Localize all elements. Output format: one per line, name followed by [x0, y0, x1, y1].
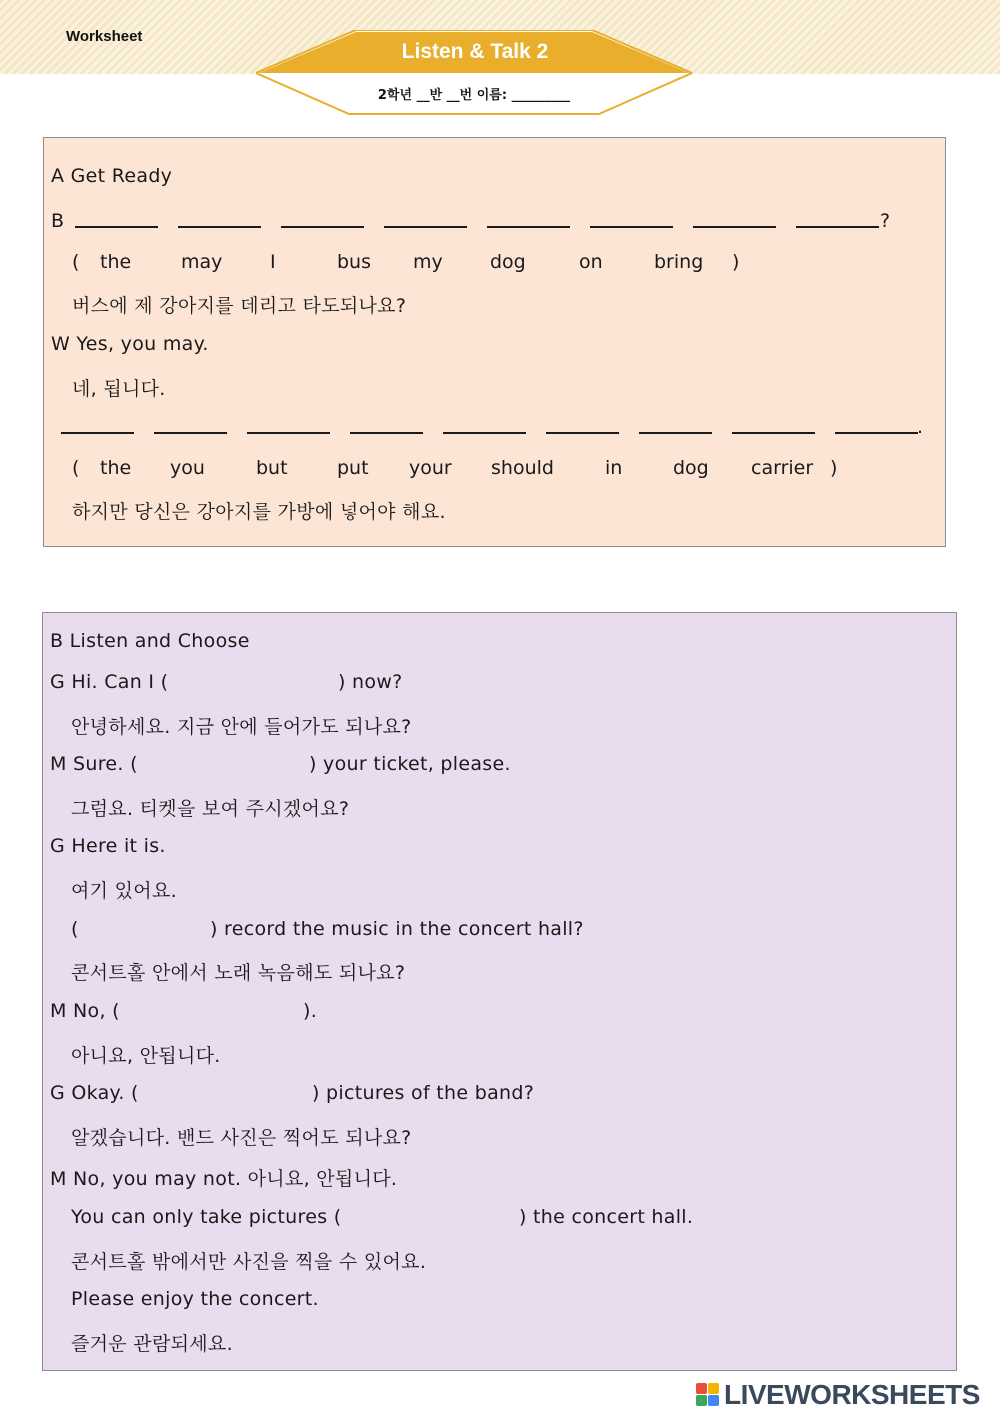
answer-blank[interactable]	[487, 210, 570, 228]
answer-blank[interactable]	[281, 210, 364, 228]
word-chip: dog	[673, 457, 709, 479]
answer-blank[interactable]	[154, 416, 227, 434]
word-chip: your	[409, 457, 452, 479]
answer-blank[interactable]	[835, 416, 918, 434]
dialog-line-4-end: ) record the music in the concert hall?	[210, 918, 584, 940]
section-b-box	[42, 612, 957, 1371]
answer-blank[interactable]	[590, 210, 673, 228]
word-chip: the	[100, 251, 132, 273]
answer-blank[interactable]	[693, 210, 776, 228]
paren-open: (	[72, 457, 80, 479]
paren-close: )	[830, 457, 838, 479]
answer-blank[interactable]	[443, 416, 526, 434]
word-chip: put	[337, 457, 369, 479]
student-info-line: 2학년 __반 __번 이름: _________	[377, 88, 571, 103]
word-chip: you	[170, 457, 205, 479]
word-chip: dog	[490, 251, 526, 273]
korean-line-9: 즐거운 관람되세요.	[71, 1333, 233, 1355]
paren-open: (	[72, 251, 80, 273]
korean-line-4: 콘서트홀 안에서 노래 녹음해도 되나요?	[71, 962, 406, 984]
word-chip: bus	[337, 251, 372, 273]
doc-type-label: Worksheet	[66, 28, 143, 45]
q1-korean: 버스에 제 강아지를 데리고 타도되나요?	[72, 295, 407, 317]
korean-line-1: 안녕하세요. 지금 안에 들어가도 되나요?	[71, 716, 412, 738]
dialog-line-8-end: ) the concert hall.	[519, 1206, 694, 1228]
word-chip: on	[579, 251, 603, 273]
section-a-box	[43, 137, 946, 547]
brand-name: LIVEWORKSHEETS	[724, 1379, 980, 1410]
liveworksheets-logo	[696, 1381, 996, 1411]
answer-blank[interactable]	[546, 416, 619, 434]
dialog-line-3: G Here it is.	[50, 835, 166, 857]
dialog-line-6-end: ) pictures of the band?	[312, 1082, 535, 1104]
answer-blank[interactable]	[178, 210, 261, 228]
answer-korean: 네, 됩니다.	[72, 378, 166, 400]
korean-line-5: 아니요, 안됩니다.	[71, 1045, 221, 1067]
dialog-line-4-start: (	[71, 918, 79, 940]
word-chip: may	[181, 251, 223, 273]
section-b-title: B Listen and Choose	[50, 630, 250, 652]
word-chip: I	[270, 251, 276, 273]
answer-blank[interactable]	[639, 416, 712, 434]
dialog-line-2-start: M Sure. (	[50, 753, 138, 775]
dialog-line-2-end: ) your ticket, please.	[309, 753, 511, 775]
answer-blank[interactable]	[247, 416, 330, 434]
word-chip: the	[100, 457, 132, 479]
dialog-line-1-end: ) now?	[338, 671, 403, 693]
dialog-line-7: M No, you may not. 아니요, 안됩니다.	[50, 1168, 398, 1190]
word-chip: but	[256, 457, 288, 479]
page-title: Listen & Talk 2	[401, 40, 549, 63]
paren-close: )	[732, 251, 740, 273]
answer-blank[interactable]	[796, 210, 879, 228]
korean-line-2: 그럼요. 티켓을 보여 주시겠어요?	[71, 798, 350, 820]
word-chip: my	[413, 251, 443, 273]
dialog-line-5-end: ).	[303, 1000, 318, 1022]
dialog-line-6-start: G Okay. (	[50, 1082, 139, 1104]
word-chip: carrier	[751, 457, 814, 479]
korean-line-6: 알겠습니다. 밴드 사진은 찍어도 되나요?	[71, 1127, 412, 1149]
q1-end-mark: ?	[880, 210, 891, 232]
dialog-line-8-start: You can only take pictures (	[71, 1206, 342, 1228]
q1-speaker: B	[51, 210, 65, 232]
logo-tiles-icon	[696, 1383, 720, 1407]
q2-korean: 하지만 당신은 강아지를 가방에 넣어야 해요.	[72, 501, 446, 523]
answer-blank[interactable]	[732, 416, 815, 434]
dialog-line-5-start: M No, (	[50, 1000, 120, 1022]
word-chip: should	[491, 457, 554, 479]
word-chip: in	[605, 457, 623, 479]
answer-blank[interactable]	[384, 210, 467, 228]
word-chip: bring	[654, 251, 704, 273]
dialog-line-9: Please enjoy the concert.	[71, 1288, 319, 1310]
dialog-line-1-start: G Hi. Can I (	[50, 671, 169, 693]
korean-line-3: 여기 있어요.	[71, 880, 177, 902]
q2-end-mark: .	[917, 416, 924, 438]
answer-line: W Yes, you may.	[51, 333, 209, 355]
answer-blank[interactable]	[350, 416, 423, 434]
section-a-title: A Get Ready	[51, 165, 173, 187]
answer-blank[interactable]	[75, 210, 158, 228]
korean-line-8: 콘서트홀 밖에서만 사진을 찍을 수 있어요.	[71, 1251, 427, 1273]
answer-blank[interactable]	[61, 416, 134, 434]
